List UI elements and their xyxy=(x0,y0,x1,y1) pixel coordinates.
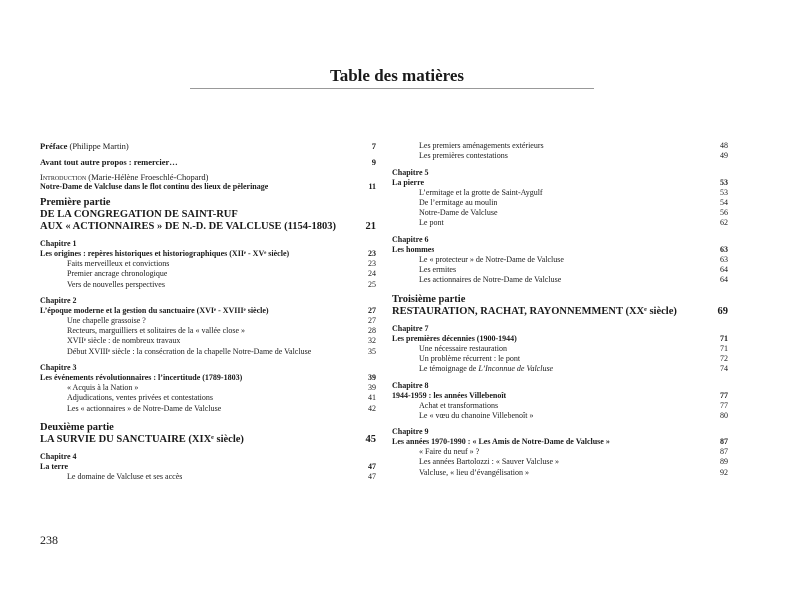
entry-label: Le « protecteur » de Notre-Dame de Valcluse xyxy=(419,254,564,264)
toc-entry-preface[interactable] xyxy=(40,141,376,151)
entry-label: Les ermites xyxy=(419,265,457,275)
chapter-heading: Chapitre 1 xyxy=(40,239,77,248)
toc-subentry[interactable] xyxy=(392,208,728,218)
toc-entry-intro-title[interactable] xyxy=(40,182,376,192)
toc-entry-chapter3[interactable] xyxy=(40,373,376,383)
page-ref: 87 xyxy=(720,437,728,447)
chapter-title: La terre xyxy=(40,461,69,471)
entry-label: Un problème récurrent : le pont xyxy=(419,353,521,363)
chapter-heading: Chapitre 7 xyxy=(392,323,429,333)
toc-subentry[interactable] xyxy=(40,326,376,336)
page-ref: 63 xyxy=(720,244,728,254)
entry-label: « Acquis à la Nation » xyxy=(67,383,139,393)
page-ref: 56 xyxy=(720,208,728,218)
toc-subentry[interactable] xyxy=(392,354,728,364)
toc-subentry[interactable] xyxy=(392,468,728,478)
page-ref: 77 xyxy=(720,390,728,400)
toc-subentry[interactable] xyxy=(392,447,728,457)
page-ref: 72 xyxy=(720,353,728,363)
page-ref: 11 xyxy=(368,182,376,191)
toc-entry-chapter9[interactable] xyxy=(392,437,728,447)
part-title-line: RESTAURATION, RACHAT, RAYONNEMMENT (XXᵉ siècle) xyxy=(392,305,677,317)
toc-entry-introduction[interactable] xyxy=(40,172,376,182)
page-ref: 53 xyxy=(720,177,728,187)
page-ref: 64 xyxy=(720,265,728,275)
toc-subentry[interactable] xyxy=(392,218,728,228)
page-ref: 54 xyxy=(720,197,728,207)
toc-entry-part1[interactable] xyxy=(40,221,376,233)
page-ref: 23 xyxy=(368,259,376,268)
toc-right-column xyxy=(392,141,728,478)
entry-label: De l’ermitage au moulin xyxy=(419,197,498,207)
page-ref: 24 xyxy=(368,269,376,279)
page-ref: 92 xyxy=(720,467,728,477)
page-ref: 42 xyxy=(368,403,376,413)
entry-label: Début XVIIIᵉ siècle : la consécration de la chapelle Notre-Dame de Valcluse xyxy=(67,346,312,356)
entry-label: XVIIᵉ siècle : de nombreux travaux xyxy=(67,336,181,346)
page-ref: 23 xyxy=(368,249,376,258)
toc-subentry[interactable] xyxy=(392,151,728,161)
chapter-title: Les premières décennies (1900-1944) xyxy=(392,333,517,343)
toc-entry-part2[interactable] xyxy=(40,434,376,446)
introduction-author: (Marie-Hélène Froeschlé-Chopard) xyxy=(86,172,209,182)
chapter-heading: Chapitre 2 xyxy=(40,295,77,305)
toc-subentry[interactable] xyxy=(392,411,728,421)
toc-entry-chapter7[interactable] xyxy=(392,334,728,344)
page-ref: 89 xyxy=(720,457,728,467)
toc-entry-remercier[interactable] xyxy=(40,157,376,167)
page-ref: 64 xyxy=(720,275,728,285)
entry-label: Les premières contestations xyxy=(419,151,508,161)
entry-label: Les actionnaires de Notre-Dame de Valcluse xyxy=(419,275,562,285)
page-ref: 69 xyxy=(717,305,728,317)
introduction-label: Introduction xyxy=(40,172,87,182)
part-title-line: AUX « ACTIONNAIRES » DE N.-D. DE VALCLUSE (1154-1803) xyxy=(40,221,336,232)
entry-label: Le témoignage de xyxy=(419,364,479,374)
toc-subentry[interactable] xyxy=(392,457,728,467)
page-ref: 25 xyxy=(368,279,376,289)
toc-subentry[interactable] xyxy=(40,269,376,279)
chapter-heading: Chapitre 3 xyxy=(40,363,77,373)
toc-subentry[interactable] xyxy=(392,141,728,151)
page-ref: 62 xyxy=(720,218,728,228)
preface-label: Préface xyxy=(40,141,68,151)
toc-entry-chapter6[interactable] xyxy=(392,245,728,255)
chapter-title: La pierre xyxy=(392,177,425,187)
toc-entry-chapter4[interactable] xyxy=(40,462,376,472)
toc-entry-part3[interactable] xyxy=(392,306,728,318)
page-ref: 7 xyxy=(371,141,376,151)
entry-label: Le « vœu du chanoine Villebenoît » xyxy=(419,410,534,420)
title-rule xyxy=(190,88,594,89)
toc-subentry[interactable] xyxy=(40,393,376,403)
part-title-line: DE LA CONGREGATION DE SAINT-RUF xyxy=(40,209,238,220)
toc-left-column xyxy=(40,141,376,482)
entry-label: Valcluse, « lieu d’évangélisation » xyxy=(419,467,529,477)
page-ref: 74 xyxy=(720,364,728,374)
entry-label: Notre-Dame de Valcluse xyxy=(419,208,498,218)
page-number: 238 xyxy=(40,533,58,547)
entry-label: Adjudications, ventes privées et contestations xyxy=(67,393,213,403)
entry-label: Achat et transformations xyxy=(419,400,499,410)
entry-label: Les premiers aménagements extérieurs xyxy=(419,141,544,150)
page-ref: 48 xyxy=(720,141,728,150)
toc-subentry[interactable] xyxy=(392,188,728,198)
page-ref: 39 xyxy=(368,373,376,383)
part-heading: Deuxième partie xyxy=(40,421,114,433)
toc-entry-chapter5[interactable] xyxy=(392,178,728,188)
preface-author: (Philippe Martin) xyxy=(67,141,129,151)
entry-label: « Faire du neuf » ? xyxy=(419,447,480,457)
toc-subentry[interactable] xyxy=(40,336,376,346)
entry-label: Avant tout autre propos : remercier… xyxy=(40,157,178,167)
entry-label: Le domaine de Valcluse et ses accès xyxy=(67,471,183,481)
toc-subentry[interactable] xyxy=(40,347,376,357)
page-ref: 77 xyxy=(720,400,728,410)
page-ref: 27 xyxy=(368,305,376,315)
entry-label: Les années Bartolozzi : « Sauver Valcluse » xyxy=(419,457,560,467)
page-ref: 63 xyxy=(720,254,728,264)
entry-label: Recteurs, marguilliers et solitaires de la « vallée close » xyxy=(67,326,246,336)
toc-subentry[interactable] xyxy=(392,198,728,208)
toc-subentry[interactable] xyxy=(40,316,376,326)
page-ref: 80 xyxy=(720,410,728,420)
entry-label: Faits merveilleux et convictions xyxy=(67,259,170,268)
entry-label: Vers de nouvelles perspectives xyxy=(67,279,165,289)
entry-label: Le pont xyxy=(419,218,444,228)
toc-entry-chapter8[interactable] xyxy=(392,391,728,401)
toc-subentry[interactable] xyxy=(392,344,728,354)
entry-label: Premier ancrage chronologique xyxy=(67,269,168,279)
toc-subentry[interactable] xyxy=(392,401,728,411)
entry-label: Une chapelle grassoise ? xyxy=(67,315,146,325)
page-ref: 39 xyxy=(368,383,376,393)
entry-label: L’ermitage et la grotte de Saint-Aygulf xyxy=(419,187,543,197)
toc-subentry[interactable] xyxy=(40,259,376,269)
page-ref: 49 xyxy=(720,151,728,161)
chapter-title: 1944-1959 : les années Villebenoît xyxy=(392,390,507,400)
page-ref: 28 xyxy=(368,326,376,336)
entry-label-italic: L’Inconnue de Valcluse xyxy=(478,364,554,374)
toc-subentry[interactable] xyxy=(40,383,376,393)
entry-label: Notre-Dame de Valcluse dans le flot continu des lieux de pèlerinage xyxy=(40,182,269,191)
part-title-line: LA SURVIE DU SANCTUAIRE (XIXᵉ siècle) xyxy=(40,433,244,445)
entry-label: Une nécessaire restauration xyxy=(419,343,507,353)
part-heading: Troisième partie xyxy=(392,293,466,305)
page-ref: 32 xyxy=(368,336,376,346)
page-ref: 47 xyxy=(368,471,376,481)
chapter-title: Les événements révolutionnaires : l’incertitude (1789-1803) xyxy=(40,373,243,383)
chapter-heading: Chapitre 8 xyxy=(392,380,429,390)
page-ref: 45 xyxy=(365,433,376,445)
toc-entry-chapter1[interactable] xyxy=(40,249,376,259)
toc-subentry[interactable] xyxy=(40,280,376,290)
toc-entry-chapter2[interactable] xyxy=(40,306,376,316)
page-ref: 87 xyxy=(720,447,728,457)
toc-subentry[interactable] xyxy=(392,275,728,285)
page-ref: 27 xyxy=(368,315,376,325)
chapter-title: Les hommes xyxy=(392,244,435,254)
page-ref: 21 xyxy=(365,221,376,232)
page-ref: 35 xyxy=(368,346,376,356)
part-heading: Première partie xyxy=(40,197,111,208)
entry-label: Les « actionnaires » de Notre-Dame de Valcluse xyxy=(67,403,222,413)
page-ref: 41 xyxy=(368,393,376,403)
chapter-heading: Chapitre 6 xyxy=(392,234,429,244)
chapter-heading: Chapitre 9 xyxy=(392,427,429,437)
chapter-heading: Chapitre 4 xyxy=(40,451,77,461)
toc-subentry[interactable] xyxy=(40,404,376,414)
toc-subentry[interactable] xyxy=(392,265,728,275)
page-ref: 71 xyxy=(720,343,728,353)
toc-subentry[interactable] xyxy=(392,255,728,265)
chapter-title: L’époque moderne et la gestion du sanctuaire (XVIᵉ - XVIIIᵉ siècle) xyxy=(40,305,269,315)
toc-subentry[interactable] xyxy=(392,364,728,374)
page-ref: 47 xyxy=(368,461,376,471)
chapter-heading: Chapitre 5 xyxy=(392,167,429,177)
page-ref: 53 xyxy=(720,187,728,197)
chapter-title: Les années 1970-1990 : « Les Amis de Notre-Dame de Valcluse » xyxy=(392,437,610,447)
toc-subentry[interactable] xyxy=(40,472,376,482)
page-title: Table des matières xyxy=(329,66,465,85)
page-ref: 71 xyxy=(720,333,728,343)
chapter-title: Les origines : repères historiques et historiographiques (XIIᵉ - XVᵉ siècle) xyxy=(40,249,290,258)
page-ref: 9 xyxy=(371,157,376,167)
